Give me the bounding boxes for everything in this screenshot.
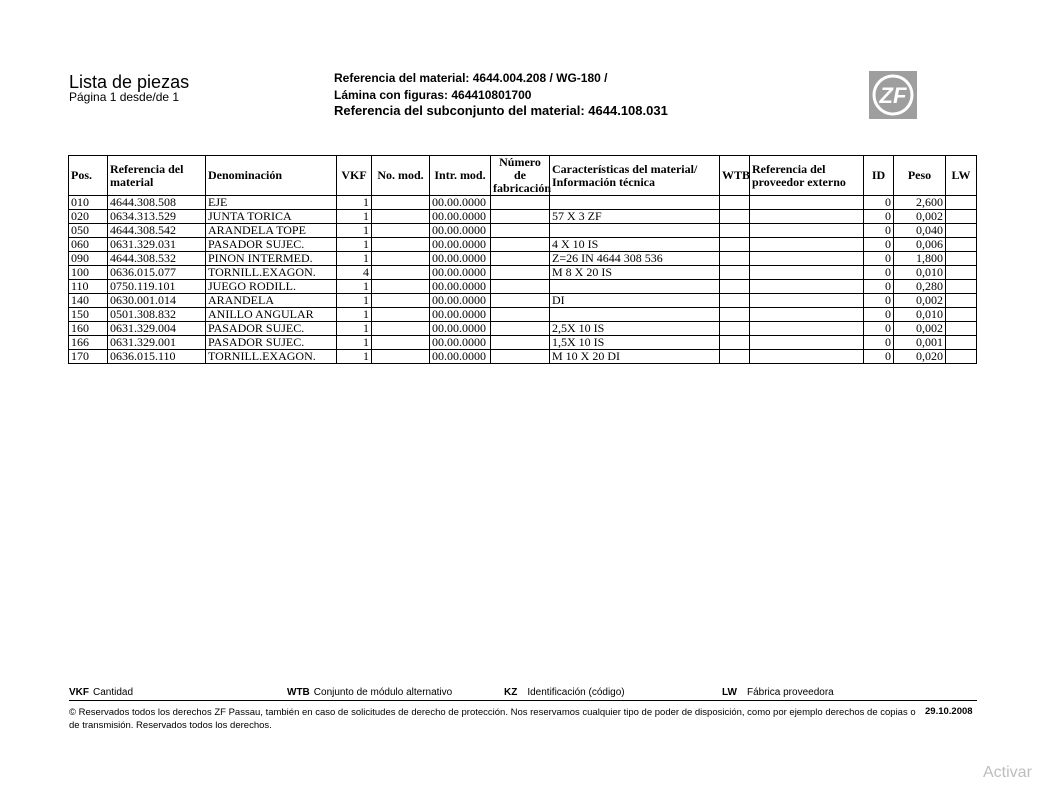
legend-key: LW [722, 687, 737, 698]
cell-vkf: 1 [337, 210, 372, 224]
cell-vkf: 1 [337, 238, 372, 252]
cell-wtb [720, 308, 750, 322]
cell-intr: 00.00.0000 [430, 224, 491, 238]
cell-lw [946, 210, 977, 224]
legend-key: KZ [504, 687, 518, 698]
legend-label: Identificación (código) [527, 687, 625, 698]
cell-vkf: 1 [337, 294, 372, 308]
cell-prov [750, 280, 864, 294]
document-title: Lista de piezas [69, 72, 190, 92]
cell-carac: 4 X 10 IS [550, 238, 720, 252]
logo-text: ZF [879, 83, 907, 108]
cell-pos: 010 [69, 196, 108, 210]
cell-peso: 0,010 [894, 266, 946, 280]
cell-fab [491, 280, 550, 294]
cell-pos: 020 [69, 210, 108, 224]
legend-kz [504, 687, 625, 698]
col-wtb-header: WTB [720, 156, 750, 196]
cell-nomod [372, 266, 430, 280]
print-date: 29.10.2008 [925, 706, 973, 717]
cell-lw [946, 350, 977, 364]
cell-lw [946, 224, 977, 238]
cell-prov [750, 350, 864, 364]
cell-carac: M 8 X 20 IS [550, 266, 720, 280]
footer-divider [69, 700, 977, 701]
cell-carac: M 10 X 20 DI [550, 350, 720, 364]
cell-wtb [720, 322, 750, 336]
cell-ref: 0636.015.110 [108, 350, 206, 364]
cell-id: 0 [864, 308, 894, 322]
cell-ref: 0631.329.004 [108, 322, 206, 336]
cell-vkf: 1 [337, 252, 372, 266]
cell-vkf: 1 [337, 280, 372, 294]
table-row [69, 252, 977, 266]
cell-carac: DI [550, 294, 720, 308]
material-reference: Referencia del material: 4644.004.208 / WG-180 / [334, 71, 608, 85]
cell-ref: 0750.119.101 [108, 280, 206, 294]
legend-key: VKF [69, 687, 89, 698]
cell-nomod [372, 238, 430, 252]
col-nomod-header: No. mod. [372, 156, 430, 196]
cell-lw [946, 196, 977, 210]
cell-intr: 00.00.0000 [430, 294, 491, 308]
cell-name: PASADOR SUJEC. [206, 322, 337, 336]
cell-vkf: 1 [337, 336, 372, 350]
cell-nomod [372, 224, 430, 238]
cell-id: 0 [864, 252, 894, 266]
cell-pos: 090 [69, 252, 108, 266]
table-row [69, 224, 977, 238]
cell-ref: 0630.001.014 [108, 294, 206, 308]
cell-wtb [720, 224, 750, 238]
cell-name: TORNILL.EXAGON. [206, 266, 337, 280]
cell-name: PASADOR SUJEC. [206, 238, 337, 252]
cell-vkf: 1 [337, 224, 372, 238]
cell-prov [750, 224, 864, 238]
table-header-row [69, 156, 977, 196]
cell-lw [946, 308, 977, 322]
col-pos-header: Pos. [69, 156, 108, 196]
cell-nomod [372, 196, 430, 210]
cell-nomod [372, 210, 430, 224]
cell-id: 0 [864, 238, 894, 252]
cell-carac [550, 196, 720, 210]
cell-nomod [372, 294, 430, 308]
cell-fab [491, 252, 550, 266]
cell-nomod [372, 252, 430, 266]
legend-label: Cantidad [93, 687, 134, 698]
cell-ref: 0501.308.832 [108, 308, 206, 322]
cell-carac [550, 224, 720, 238]
cell-pos: 060 [69, 238, 108, 252]
page-indicator: Página 1 desde/de 1 [69, 90, 180, 104]
cell-id: 0 [864, 210, 894, 224]
cell-id: 0 [864, 280, 894, 294]
cell-id: 0 [864, 336, 894, 350]
copyright-notice: © Reservados todos los derechos ZF Passau, también en caso de solicitudes de derecho de protección. Nos reservamos cualquier tipo de poder de disposición, como por ejemplo derechos de copias o de transmisión. Reservados todos los derechos. [69, 707, 916, 731]
cell-pos: 166 [69, 336, 108, 350]
legend-wtb [287, 687, 452, 698]
cell-carac [550, 308, 720, 322]
cell-pos: 150 [69, 308, 108, 322]
cell-peso: 0,280 [894, 280, 946, 294]
cell-wtb [720, 196, 750, 210]
cell-pos: 140 [69, 294, 108, 308]
cell-prov [750, 210, 864, 224]
legend-label: Fábrica proveedora [747, 687, 834, 698]
cell-prov [750, 238, 864, 252]
cell-vkf: 4 [337, 266, 372, 280]
cell-lw [946, 336, 977, 350]
cell-wtb [720, 350, 750, 364]
cell-wtb [720, 252, 750, 266]
cell-id: 0 [864, 196, 894, 210]
cell-name: ANILLO ANGULAR [206, 308, 337, 322]
cell-carac: 1,5X 10 IS [550, 336, 720, 350]
cell-fab [491, 238, 550, 252]
table-row [69, 308, 977, 322]
cell-peso: 0,002 [894, 294, 946, 308]
table-row [69, 280, 977, 294]
cell-fab [491, 210, 550, 224]
cell-nomod [372, 350, 430, 364]
cell-id: 0 [864, 350, 894, 364]
cell-lw [946, 322, 977, 336]
cell-name: EJE [206, 196, 337, 210]
cell-name: ARANDELA [206, 294, 337, 308]
cell-ref: 4644.308.532 [108, 252, 206, 266]
cell-vkf: 1 [337, 322, 372, 336]
table-row [69, 336, 977, 350]
cell-fab [491, 224, 550, 238]
cell-nomod [372, 308, 430, 322]
cell-name: ARANDELA TOPE [206, 224, 337, 238]
cell-nomod [372, 322, 430, 336]
legend-key: WTB [287, 687, 310, 698]
cell-fab [491, 336, 550, 350]
cell-peso: 0,002 [894, 210, 946, 224]
cell-prov [750, 252, 864, 266]
cell-intr: 00.00.0000 [430, 280, 491, 294]
cell-fab [491, 266, 550, 280]
legend-lw [722, 687, 834, 698]
cell-ref: 0631.329.031 [108, 238, 206, 252]
cell-name: PASADOR SUJEC. [206, 336, 337, 350]
cell-intr: 00.00.0000 [430, 238, 491, 252]
cell-lw [946, 266, 977, 280]
cell-ref: 4644.308.542 [108, 224, 206, 238]
cell-lw [946, 280, 977, 294]
cell-pos: 160 [69, 322, 108, 336]
cell-prov [750, 322, 864, 336]
cell-id: 0 [864, 224, 894, 238]
table-row [69, 196, 977, 210]
cell-pos: 050 [69, 224, 108, 238]
cell-wtb [720, 266, 750, 280]
cell-prov [750, 196, 864, 210]
zf-logo-icon [869, 71, 917, 119]
cell-vkf: 1 [337, 350, 372, 364]
cell-ref: 0636.015.077 [108, 266, 206, 280]
cell-prov [750, 336, 864, 350]
cell-nomod [372, 336, 430, 350]
col-carac-header: Características del material/ Información técnica [550, 156, 720, 196]
cell-prov [750, 308, 864, 322]
table-row [69, 238, 977, 252]
cell-intr: 00.00.0000 [430, 350, 491, 364]
cell-wtb [720, 294, 750, 308]
cell-fab [491, 322, 550, 336]
cell-intr: 00.00.0000 [430, 308, 491, 322]
cell-lw [946, 238, 977, 252]
legend-label: Conjunto de módulo alternativo [313, 687, 453, 698]
cell-intr: 00.00.0000 [430, 210, 491, 224]
cell-id: 0 [864, 266, 894, 280]
cell-carac [550, 280, 720, 294]
cell-peso: 0,020 [894, 350, 946, 364]
cell-peso: 0,001 [894, 336, 946, 350]
table-row [69, 294, 977, 308]
col-prov-header: Referencia del proveedor externo [750, 156, 864, 196]
drawing-reference: Lámina con figuras: 464410801700 [334, 88, 532, 102]
cell-intr: 00.00.0000 [430, 266, 491, 280]
cell-prov [750, 266, 864, 280]
cell-fab [491, 308, 550, 322]
col-intr-header: Intr. mod. [430, 156, 491, 196]
cell-name: JUEGO RODILL. [206, 280, 337, 294]
subassembly-reference: Referencia del subconjunto del material: 4644.108.031 [334, 103, 668, 118]
cell-name: JUNTA TORICA [206, 210, 337, 224]
col-peso-header: Peso [894, 156, 946, 196]
col-ref-header: Referencia del material [108, 156, 206, 196]
cell-fab [491, 196, 550, 210]
cell-fab [491, 294, 550, 308]
cell-peso: 0,040 [894, 224, 946, 238]
cell-prov [750, 294, 864, 308]
table-row [69, 350, 977, 364]
cell-carac: 2,5X 10 IS [550, 322, 720, 336]
cell-intr: 00.00.0000 [430, 196, 491, 210]
cell-wtb [720, 280, 750, 294]
cell-pos: 170 [69, 350, 108, 364]
cell-intr: 00.00.0000 [430, 322, 491, 336]
table-row [69, 322, 977, 336]
cell-id: 0 [864, 322, 894, 336]
cell-vkf: 1 [337, 196, 372, 210]
cell-nomod [372, 280, 430, 294]
cell-lw [946, 294, 977, 308]
cell-name: TORNILL.EXAGON. [206, 350, 337, 364]
cell-pos: 100 [69, 266, 108, 280]
cell-name: PINON INTERMED. [206, 252, 337, 266]
activate-watermark: Activar [983, 764, 1032, 781]
table-row [69, 266, 977, 280]
cell-carac: Z=26 IN 4644 308 536 [550, 252, 720, 266]
parts-table [68, 155, 977, 364]
legend-vkf [69, 687, 133, 698]
col-id-header: ID [864, 156, 894, 196]
cell-peso: 0,010 [894, 308, 946, 322]
cell-pos: 110 [69, 280, 108, 294]
table-row [69, 210, 977, 224]
cell-wtb [720, 210, 750, 224]
cell-ref: 0631.329.001 [108, 336, 206, 350]
col-name-header: Denominación [206, 156, 337, 196]
cell-wtb [720, 336, 750, 350]
cell-fab [491, 350, 550, 364]
cell-vkf: 1 [337, 308, 372, 322]
cell-wtb [720, 238, 750, 252]
cell-lw [946, 252, 977, 266]
cell-id: 0 [864, 294, 894, 308]
cell-peso: 0,002 [894, 322, 946, 336]
col-vkf-header: VKF [337, 156, 372, 196]
cell-ref: 4644.308.508 [108, 196, 206, 210]
cell-ref: 0634.313.529 [108, 210, 206, 224]
cell-peso: 0,006 [894, 238, 946, 252]
cell-carac: 57 X 3 ZF [550, 210, 720, 224]
cell-peso: 2,600 [894, 196, 946, 210]
cell-peso: 1,800 [894, 252, 946, 266]
cell-intr: 00.00.0000 [430, 336, 491, 350]
col-fab-header: Número de fabricación [491, 156, 550, 196]
cell-intr: 00.00.0000 [430, 252, 491, 266]
col-lw-header: LW [946, 156, 977, 196]
